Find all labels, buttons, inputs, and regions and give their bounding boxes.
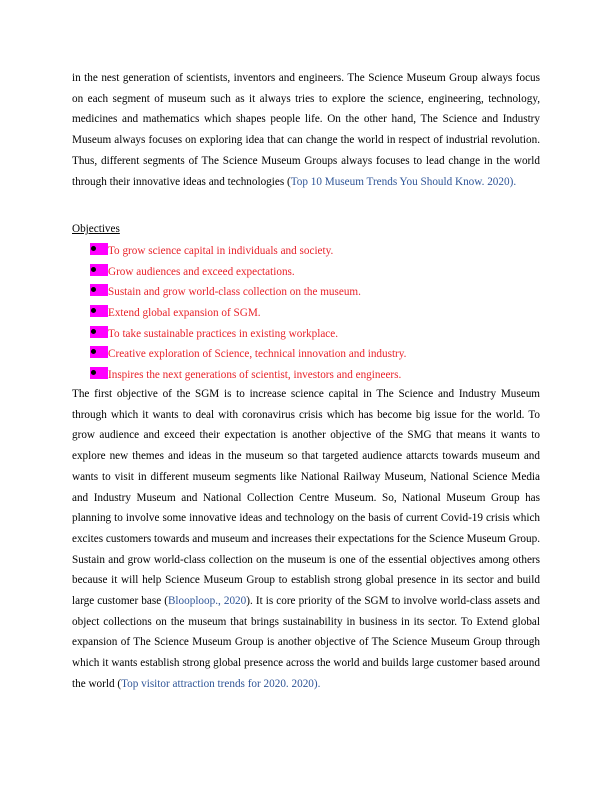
objective-text: To grow science capital in individuals and society. — [108, 245, 334, 257]
objective-text: Grow audiences and exceed expectations. — [108, 265, 295, 278]
objective-text: Extend global expansion of SGM. — [108, 307, 261, 320]
body-paragraph-text-b: ). It is core priority of the SGM to involve world-class assets and object collections on the museum that brings sustainability in business in its sector. To Extend global expansion of The Science Museum Group is another objective of The Science Museum Group through which it wants establish strong global presence across the world and builds large customer based around the world ( — [72, 595, 540, 690]
list-item — [90, 264, 406, 285]
list-item — [90, 346, 406, 367]
objective-text: To take sustainable practices in existing workplace. — [108, 327, 339, 340]
body-paragraph — [72, 384, 540, 695]
citation-blooploop: Blooploop., 2020 — [167, 595, 247, 608]
objective-text: Inspires the next generations of scientist, investors and engineers. — [108, 369, 402, 382]
bullet-icon — [90, 305, 108, 317]
bullet-icon — [90, 346, 108, 358]
list-item — [90, 243, 406, 264]
bullet-icon — [90, 326, 108, 338]
list-item — [90, 284, 406, 305]
objective-text: Creative exploration of Science, technical innovation and industry. — [108, 348, 407, 361]
bullet-icon — [90, 264, 108, 276]
bullet-icon — [90, 243, 108, 255]
body-paragraph-text-a: The first objective of the SGM is to increase science capital in The Science and Industry Museum through which it wants to deal with coronavirus crisis which has become big issue for the world. To grow audience and exceed their expectation is another objective of the SMG that means it wants to explore new themes and ideas in the museum so that targeted audience attarcts towards museum and wants to visit in different museum segments like National Railway Museum, National Science Media and Industry Museum and National Collection Centre Museum. So, National Museum Group has planning to involve some innovative ideas and technology on the basis of current Covid-19 crisis which excites customers towards and museum and increases their expectations for the Science Museum Group. Sustain and grow world-class collection on the museum is one of the essential objectives among others because it will help Science Museum Group to establish strong global presence in its sector and build large customer base ( — [72, 388, 540, 608]
intro-paragraph-text: in the nest generation of scientists, inventors and engineers. The Science Museum Group always focus on each segment of museum such as it always tries to explore the science, engineering, technology, medicines and mathematics which shapes people life. On the other hand, The Science and Industry Museum always focuses on exploring idea that can change the world in respect of industrial revolution. Thus, different segments of The Science Museum Groups always focuses to lead change in the world through their innovative ideas and technologies ( — [72, 72, 540, 188]
objectives-list — [90, 243, 406, 388]
citation-museum-trends: Top 10 Museum Trends You Should Know. 2020). — [290, 175, 517, 188]
bullet-icon — [90, 367, 108, 379]
list-item — [90, 305, 406, 326]
objectives-heading: Objectives — [72, 223, 120, 235]
list-item — [90, 326, 406, 347]
bullet-icon — [90, 284, 108, 296]
intro-paragraph — [72, 68, 540, 192]
objective-text: Sustain and grow world-class collection on the museum. — [108, 286, 361, 299]
citation-visitor-trends: Top visitor attraction trends for 2020. 2020). — [121, 677, 321, 690]
